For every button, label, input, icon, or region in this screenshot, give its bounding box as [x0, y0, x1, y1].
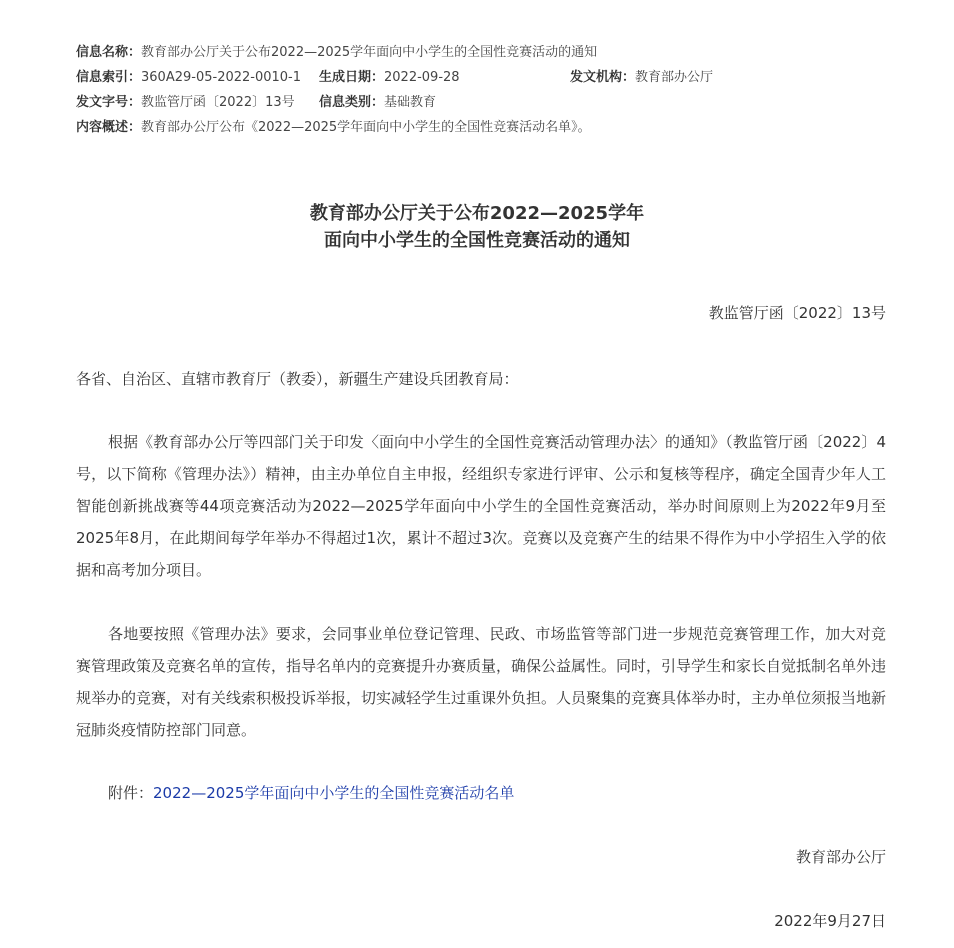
meta-docno-value: 教监管厅函〔2022〕13号 — [141, 95, 295, 110]
meta-row-docno — [76, 90, 896, 115]
meta-docno-label: 发文字号： — [76, 95, 142, 110]
body-paragraph-1: 根据《教育部办公厅等四部门关于印发〈面向中小学生的全国性竞赛活动管理办法〉的通知》（教监管厅函〔2022〕4号，以下简称《管理办法》）精神，由主办单位自主申报，经组织专家进行评审、公示和复核等程序，确定全国青少年人工智能创新挑战赛等44项竞赛活动为2022—2025学年面向中小学生的全国性竞赛活动，举办时间原则上为2022年9月至2025年8月，在此期间每学年举办不得超过1次，累计不超过3次。竞赛以及竞赛产生的结果不得作为中小学招生入学的依据和高考加分项目。 — [76, 433, 886, 579]
meta-row-index — [76, 65, 896, 90]
meta-issuer-label: 发文机构： — [570, 70, 636, 85]
meta-category-label: 信息类别： — [319, 95, 385, 110]
document-title-line1: 教育部办公厅关于公布2022—2025学年 — [309, 203, 645, 224]
document-title-line2: 面向中小学生的全国性竞赛活动的通知 — [324, 230, 630, 251]
meta-index-label: 信息索引： — [76, 70, 142, 85]
body-paragraph-2: 各地要按照《管理办法》要求，会同事业单位登记管理、民政、市场监管等部门进一步规范竞赛管理工作，加大对竞赛管理政策及竞赛名单的宣传，指导名单内的竞赛提升办赛质量，确保公益属性。同时，引导学生和家长自觉抵制名单外违规举办的竞赛，对有关线索积极投诉举报，切实减轻学生过重课外负担。人员聚集的竞赛具体举办时，主办单位须报当地新冠肺炎疫情防控部门同意。 — [76, 625, 887, 739]
meta-row-summary — [76, 115, 896, 140]
meta-row-name — [76, 40, 896, 65]
attachment-label: 附件： — [108, 784, 154, 802]
meta-issuer-value: 教育部办公厅 — [635, 70, 714, 85]
meta-summary-value: 教育部办公厅公布《2022—2025学年面向中小学生的全国性竞赛活动名单》。 — [141, 120, 591, 135]
meta-date-label: 生成日期： — [319, 70, 385, 85]
meta-index-value: 360A29-05-2022-0010-1 — [141, 70, 302, 85]
attachment-link[interactable]: 2022—2025学年面向中小学生的全国性竞赛活动名单 — [153, 784, 515, 802]
salutation: 各省、自治区、直辖市教育厅（教委），新疆生产建设兵团教育局： — [76, 370, 519, 388]
meta-name-value: 教育部办公厅关于公布2022—2025学年面向中小学生的全国性竞赛活动的通知 — [141, 45, 598, 60]
info-metadata-panel — [76, 40, 896, 140]
document-number: 教监管厅函〔2022〕13号 — [708, 304, 886, 322]
sign-date: 2022年9月27日 — [774, 912, 886, 930]
meta-category-value: 基础教育 — [384, 95, 437, 110]
document-title — [0, 200, 954, 254]
meta-summary-label: 内容概述： — [76, 120, 142, 135]
signatory: 教育部办公厅 — [795, 848, 886, 866]
meta-name-label: 信息名称： — [76, 45, 142, 60]
meta-date-value: 2022-09-28 — [384, 70, 460, 85]
attachment-line — [108, 782, 514, 803]
